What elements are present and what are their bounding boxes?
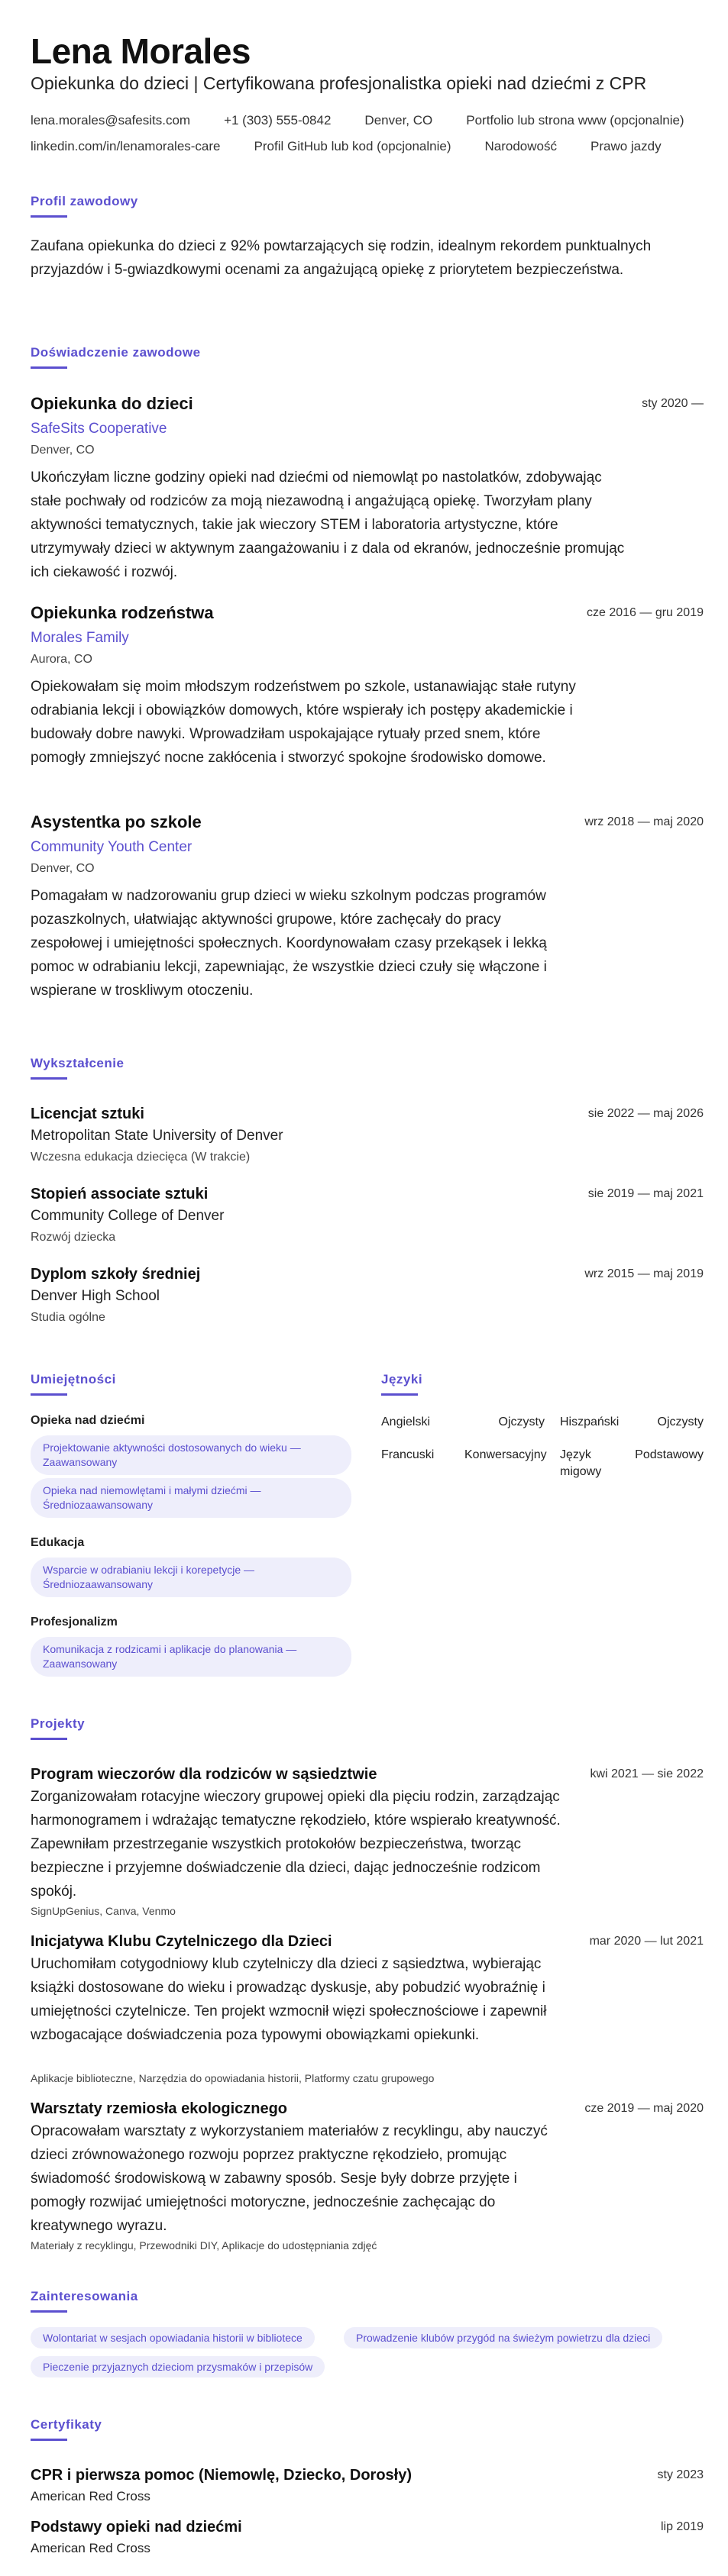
project-tools: Aplikacje biblioteczne, Narzędzia do opowiadania historii, Platformy czatu grupowego — [31, 2072, 435, 2084]
education-section-title: Wykształcenie — [31, 1056, 125, 1070]
projects-section-title: Projekty — [31, 1716, 86, 1731]
skill-category: Edukacja — [31, 1536, 85, 1549]
contact-portfolio[interactable]: Portfolio lub strona www (opcjonalnie) — [466, 113, 684, 128]
contact-driving-license: Prawo jazdy — [590, 139, 662, 153]
education-field: Wczesna edukacja dziecięca (W trakcie) — [31, 1151, 251, 1164]
education-degree: Stopień associate sztuki — [31, 1186, 209, 1202]
project-tools: SignUpGenius, Canva, Venmo — [31, 1905, 176, 1917]
summary-text: Zaufana opiekunka do dzieci z 92% powtarzających się rodzin, idealnym rekordem punktualnych przyjazdów i 5-gwiazdkowymi ocenami za angażującą opiekę z priorytetem bezpieczeństwa. — [31, 238, 652, 278]
language-level: Ojczysty — [657, 1416, 704, 1428]
language-level: Podstawowy — [635, 1448, 704, 1461]
contact-phone[interactable]: +1 (303) 555-0842 — [224, 113, 332, 128]
project-date: kwi 2021 — sie 2022 — [590, 1767, 704, 1780]
skill-pill: Komunikacja z rodzicami i aplikacje do planowania — Zaawansowany — [31, 1637, 351, 1677]
languages-section-rule — [381, 1393, 418, 1396]
certification-name: Podstawy opieki nad dziećmi — [31, 2519, 242, 2536]
education-school: Community College of Denver — [31, 1208, 225, 1224]
experience-section-title: Doświadczenie zawodowe — [31, 345, 201, 360]
project-name: Warsztaty rzemiosła ekologicznego — [31, 2100, 288, 2117]
education-field: Studia ogólne — [31, 1311, 105, 1324]
project-description: Opracowałam warsztaty z wykorzystaniem materiałów z recyklingu, aby nauczyć dzieci zrównoważonego rozwoju poprzez praktyczne rękodzieło, promując świadomość środowiskową w zabawny sposób. Sesje były dobrze przyjęte i pomogły rozwijać umiejętności motoryczne, jednocześnie zachęcając do kreatywnego wyrazu. — [31, 2123, 548, 2234]
project-date: mar 2020 — lut 2021 — [589, 1935, 704, 1948]
certification-name: CPR i pierwsza pomoc (Niemowlę, Dziecko, Dorosły) — [31, 2467, 413, 2484]
certifications-section-title: Certyfikaty — [31, 2417, 102, 2432]
skills-section-title: Umiejętności — [31, 1372, 116, 1386]
experience-description: Opiekowałam się moim młodszym rodzeństwem po szkole, ustanawiając stałe rutyny odrabiania lekcji i obowiązków domowych, które wspierały ich postępy akademickie i budowały dobre nawyki. Wprowadziłam uspokajające rytuały przed snem, które pomogły zmniejszyć nocne zakłócenia i stworzyć spokojne środowisko domowe. — [31, 679, 576, 766]
interest-pill: Pieczenie przyjaznych dzieciom przysmaków i przepisów — [31, 2356, 325, 2377]
experience-location: Aurora, CO — [31, 653, 92, 666]
education-school: Metropolitan State University of Denver — [31, 1128, 283, 1144]
experience-date: sty 2020 — — [642, 397, 704, 410]
interests-section-rule — [31, 2310, 67, 2313]
experience-role: Opiekunka rodzeństwa — [31, 603, 214, 622]
education-school: Denver High School — [31, 1288, 160, 1304]
contact-github[interactable]: Profil GitHub lub kod (opcjonalnie) — [254, 139, 451, 153]
project-date: cze 2019 — maj 2020 — [584, 2102, 704, 2115]
skill-pill: Wsparcie w odrabianiu lekcji i korepetycje — Średniozaawansowany — [31, 1558, 351, 1597]
experience-date: cze 2016 — gru 2019 — [587, 606, 704, 619]
experience-section-rule — [31, 366, 67, 369]
contact-email[interactable]: lena.morales@safesits.com — [31, 113, 191, 128]
candidate-headline: Opiekunka do dzieci | Certyfikowana profesjonalistka opieki nad dziećmi z CPR — [31, 73, 647, 93]
summary-section-title: Profil zawodowy — [31, 194, 138, 208]
experience-company: Morales Family — [31, 630, 129, 646]
project-name: Inicjatywa Klubu Czytelniczego dla Dzieci — [31, 1933, 332, 1950]
education-date: wrz 2015 — maj 2019 — [584, 1267, 704, 1280]
education-degree: Dyplom szkoły średniej — [31, 1266, 201, 1283]
interest-pill: Prowadzenie klubów przygód na świeżym powietrzu dla dzieci — [344, 2327, 662, 2348]
experience-company: SafeSits Cooperative — [31, 421, 167, 437]
contact-row-2 — [31, 139, 695, 154]
summary-section-rule — [31, 215, 67, 218]
certification-org: American Red Cross — [31, 2541, 150, 2555]
experience-description: Pomagałam w nadzorowaniu grup dzieci w wieku szkolnym podczas programów pozaszkolnych, ułatwiając aktywności grupowe, które zachęcały do pracy zespołowej i umiejętności społecznych. Koordynowałam czasy przekąsek i lekką pomoc w odrabianiu lekcji, zapewniając, że wszystkie dzieci czuły się włączone i wspierane w troskliwym otoczeniu. — [31, 888, 547, 999]
skills-section-rule — [31, 1393, 67, 1396]
interests-section-title: Zainteresowania — [31, 2289, 138, 2303]
certifications-section-rule — [31, 2439, 67, 2441]
certification-date: sty 2023 — [657, 2468, 704, 2481]
skill-pill: Projektowanie aktywności dostosowanych do wieku — Zaawansowany — [31, 1435, 351, 1475]
certification-date: lip 2019 — [660, 2520, 704, 2533]
skill-category: Opieka nad dziećmi — [31, 1414, 145, 1427]
contact-linkedin[interactable]: linkedin.com/in/lenamorales-care — [31, 139, 221, 153]
education-degree: Licencjat sztuki — [31, 1106, 144, 1122]
education-section-rule — [31, 1077, 67, 1080]
skill-pill: Opieka nad niemowlętami i małymi dziećmi — Średniozaawansowany — [31, 1478, 351, 1518]
education-field: Rozwój dziecka — [31, 1231, 116, 1244]
project-tools: Materiały z recyklingu, Przewodniki DIY, Aplikacje do udostępniania zdjęć — [31, 2239, 377, 2252]
interest-pill: Wolontariat w sesjach opowiadania historii w bibliotece — [31, 2327, 315, 2348]
projects-section-rule — [31, 1738, 67, 1740]
skill-category: Profesjonalizm — [31, 1616, 118, 1629]
language-level: Konwersacyjny — [464, 1448, 547, 1461]
certification-org: American Red Cross — [31, 2489, 150, 2503]
education-date: sie 2019 — maj 2021 — [587, 1187, 704, 1200]
contact-row-1 — [31, 113, 718, 128]
experience-role: Asystentka po szkole — [31, 812, 202, 831]
experience-location: Denver, CO — [31, 862, 95, 875]
language-name: Język migowy — [560, 1448, 602, 1478]
language-name: Hiszpański — [560, 1416, 620, 1428]
experience-company: Community Youth Center — [31, 839, 193, 855]
education-date: sie 2022 — maj 2026 — [587, 1107, 704, 1120]
language-level: Ojczysty — [498, 1416, 545, 1428]
contact-nationality: Narodowość — [484, 139, 557, 153]
candidate-name: Lena Morales — [31, 31, 251, 71]
project-description: Uruchomiłam cotygodniowy klub czytelniczy dla dzieci z sąsiedztwa, wybierając książki dostosowane do wieku i prowadząc dyskusje, aby pobudzić wyobraźnię i umiejętności czytelnicze. Ten projekt wzmocnił więzi społecznościowe i zapewnił wzbogacające doświadczenia poza typowymi obowiązkami opiekunki. — [31, 1956, 547, 2043]
languages-section-title: Języki — [381, 1372, 423, 1386]
experience-location: Denver, CO — [31, 444, 95, 457]
project-name: Program wieczorów dla rodziców w sąsiedztwie — [31, 1766, 377, 1783]
contact-location: Denver, CO — [364, 113, 433, 128]
language-name: Francuski — [381, 1448, 435, 1461]
experience-description: Ukończyłam liczne godziny opieki nad dziećmi od niemowląt po nastolatków, zdobywając stałe pochwały od rodziców za moją niezawodną i angażującą opiekę. Tworzyłam plany aktywności tematycznych, takie jak wieczory STEM i laboratoria artystyczne, które utrzymywały dzieci w aktywnym zaangażowaniu i z dala od ekranów, jednocześnie promując ich ciekawość i rozwój. — [31, 470, 625, 580]
experience-date: wrz 2018 — maj 2020 — [584, 815, 704, 828]
experience-role: Opiekunka do dzieci — [31, 394, 193, 413]
project-description: Zorganizowałam rotacyjne wieczory grupowej opieki dla pięciu rodzin, zarządzając harmonogramem i wdrażając tematyczne rękodzieło, które wspierało kreatywność. Zapewniłam przestrzeganie wszystkich protokołów bezpieczeństwa, tworząc bezpieczne i przyjemne doświadczenie dla dzieci, dając jednocześnie rodzicom spokój. — [31, 1789, 561, 1900]
language-name: Angielski — [381, 1416, 431, 1428]
